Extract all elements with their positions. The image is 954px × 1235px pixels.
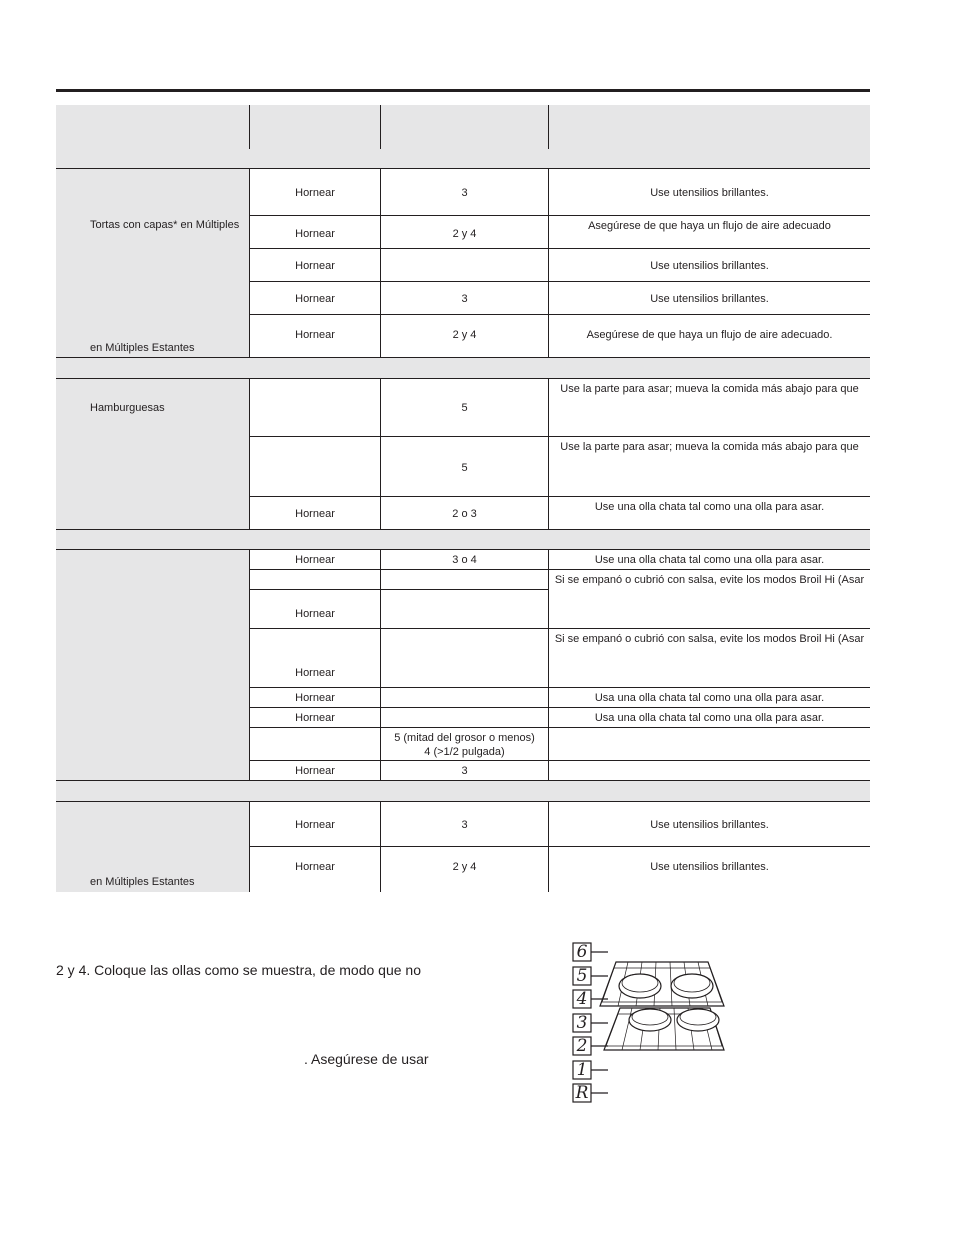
mode-cell [250,379,380,437]
food-cell: Tortas con capas* en Múltiples [56,216,249,249]
food-cell [56,802,249,847]
rack-position-cell [381,315,548,358]
comments-cell: Si se empanó o cubrió con salsa, evite los modos Broil Hi (Asar [554,633,865,645]
top-rule [56,89,870,92]
column-divider [249,761,250,781]
rack-position-cell [381,688,548,708]
mode-cell: Hornear [295,329,335,341]
rack-position-value: 5 [461,462,468,474]
column-divider [548,847,549,892]
rack-position-cell [381,802,548,847]
column-divider [249,437,250,497]
column-divider [249,550,250,570]
food-cell [56,570,249,590]
header-divider [249,105,250,149]
column-divider [249,629,250,688]
column-divider [249,728,250,761]
mode-cell: Hornear [295,554,335,566]
mode-cell: Hornear [295,765,335,777]
column-divider [380,728,381,761]
column-divider [249,379,250,437]
rack-position-value: 2 y 4 [452,228,477,240]
rack-number-3: 3 [576,1013,588,1033]
mode-cell [250,437,380,497]
comments-cell: Asegúrese de que haya un flujo de aire adecuado [588,220,831,232]
table-header [56,105,870,149]
column-divider [548,629,549,688]
mode-cell: Hornear [295,259,335,272]
column-divider [380,761,381,781]
mode-cell: Hornear [295,667,335,679]
column-divider [548,437,549,497]
rack-position-cell [381,216,548,249]
column-divider [380,437,381,497]
column-divider [249,249,250,282]
column-divider [548,216,549,249]
mode-cell: Hornear [295,507,335,520]
column-divider [548,590,549,629]
column-divider [249,282,250,315]
column-divider [380,550,381,570]
rack-position-value: 3 o 4 [452,554,477,566]
rack-number-4: 4 [576,989,588,1009]
comments-cell: Use utensilios brillantes. [650,292,769,305]
note-line-1: 2 y 4. Coloque las ollas como se muestra, de modo que no [56,962,421,978]
food-cell [56,688,249,708]
rack-position-cell [381,728,548,761]
group-header-row [56,781,870,802]
column-divider [380,249,381,282]
comments-cell [549,728,870,761]
column-divider [548,249,549,282]
comments-cell: Si se empanó o cubrió con salsa, evite los modos Broil Hi (Asar [554,574,865,586]
column-divider [249,570,250,590]
rack-position-value: 3 [461,765,468,777]
rack-position-cell [381,379,548,437]
column-divider [548,379,549,437]
rack-position-cell [381,497,548,530]
column-divider [548,708,549,728]
column-divider [380,315,381,358]
rack-position-cell [381,570,548,590]
food-cell [56,169,249,216]
column-divider [380,497,381,530]
rack-position-cell [381,550,548,570]
column-divider [249,169,250,216]
rack-number-1: 1 [576,1060,588,1080]
column-divider [380,629,381,688]
rack-position-cell [381,282,548,315]
comments-cell [549,590,870,629]
food-cell [56,629,249,688]
column-divider [380,708,381,728]
food-cell [56,590,249,629]
column-divider [380,282,381,315]
rack-position-cell [381,629,548,688]
food-cell [56,282,249,315]
column-divider [548,282,549,315]
group-header-row [56,149,870,169]
rack-position-value-alt: 4 (>1/2 pulgada) [424,745,505,758]
comments-cell: Use una olla chata tal como una olla para asar. [594,501,825,513]
rack-number-5: 5 [576,966,588,986]
comments-cell: Use la parte para asar; mueva la comida más abajo para que [560,383,859,395]
comments-cell: Asegúrese de que haya un flujo de aire adecuado. [586,329,833,341]
column-divider [249,216,250,249]
mode-cell: Hornear [295,186,335,199]
column-divider [249,315,250,358]
column-divider [548,688,549,708]
column-divider [380,570,381,590]
food-cell [56,761,249,781]
rack-position-cell [381,437,548,497]
column-divider [249,847,250,892]
upper-rack [600,962,724,1006]
group-header-row [56,530,870,550]
header-divider [548,105,549,149]
food-cell [56,708,249,728]
mode-cell: Hornear [295,692,335,704]
column-divider [548,570,549,590]
column-divider [249,590,250,629]
mode-cell [250,728,380,761]
rack-position-value: 2 o 3 [452,507,477,520]
column-divider [249,497,250,530]
column-divider [380,379,381,437]
food-cell: Hamburguesas [56,379,249,437]
food-cell: en Múltiples Estantes [56,847,249,892]
mode-cell [250,570,380,590]
group-header-row [56,358,870,379]
mode-cell: Hornear [295,608,335,620]
rack-position-value: 3 [461,292,468,305]
header-divider [380,105,381,149]
comments-cell: Use utensilios brillantes. [650,259,769,272]
comments-cell: Use utensilios brillantes. [650,186,769,199]
mode-cell: Hornear [295,228,335,240]
comments-cell: Usa una olla chata tal como una olla para asar. [594,712,825,724]
oven-rack-diagram [568,940,748,1110]
rack-position-value: 2 y 4 [452,861,477,873]
mode-cell: Hornear [295,818,335,831]
rack-leader-lines [591,952,608,1093]
rack-position-cell [381,847,548,892]
food-cell: en Múltiples Estantes [56,315,249,358]
rack-position-cell [381,761,548,781]
column-divider [548,802,549,847]
comments-cell: Use utensilios brillantes. [650,861,769,873]
rack-position-cell [381,249,548,282]
column-divider [548,169,549,216]
rack-position-cell [381,708,548,728]
note-line-2: . Asegúrese de usar [304,1051,429,1067]
comments-cell: Use una olla chata tal como una olla para asar. [594,554,825,566]
rack-position-cell [381,590,548,629]
food-cell [56,550,249,570]
column-divider [380,688,381,708]
food-cell [56,437,249,497]
rack-position-cell [381,169,548,216]
rack-position-value: 3 [461,818,468,831]
mode-cell: Hornear [295,861,335,873]
food-cell [56,249,249,282]
column-divider [548,761,549,781]
column-divider [249,708,250,728]
lower-rack [604,1008,724,1050]
mode-cell: Hornear [295,292,335,305]
column-divider [249,688,250,708]
rack-number-6: 6 [576,942,588,962]
rack-number-2: 2 [576,1036,588,1056]
rack-position-value: 5 (mitad del grosor o menos) [394,731,535,744]
column-divider [380,802,381,847]
rack-position-value: 2 y 4 [452,329,477,341]
rack-position-value: 3 [461,186,468,199]
column-divider [249,802,250,847]
column-divider [380,847,381,892]
column-divider [380,590,381,629]
comments-cell: Use utensilios brillantes. [650,818,769,831]
food-cell [56,728,249,761]
rack-number-R: R [575,1083,589,1103]
food-cell [56,497,249,530]
mode-cell: Hornear [295,712,335,724]
comments-cell [549,761,870,781]
comments-cell: Use la parte para asar; mueva la comida más abajo para que [560,441,859,453]
column-divider [380,169,381,216]
column-divider [548,550,549,570]
column-divider [548,497,549,530]
comments-cell: Usa una olla chata tal como una olla para asar. [594,692,825,704]
rack-position-value: 5 [461,402,468,414]
column-divider [548,315,549,358]
column-divider [548,728,549,761]
column-divider [380,216,381,249]
